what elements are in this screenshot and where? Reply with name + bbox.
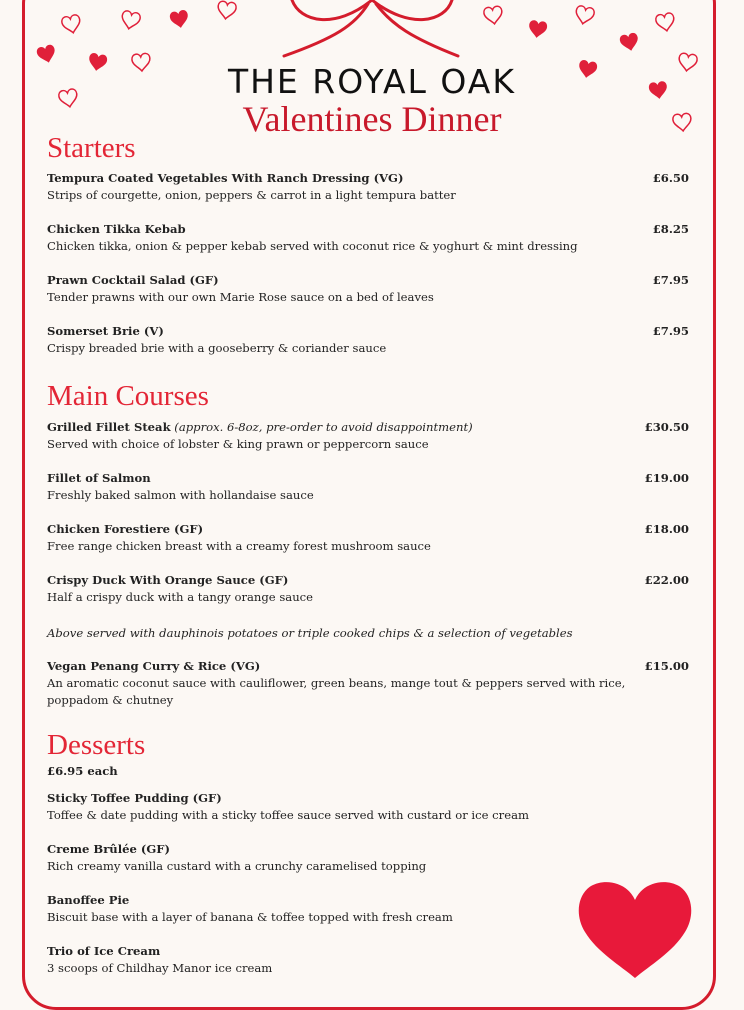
menu-item bbox=[47, 272, 689, 306]
item-price: £7.95 bbox=[652, 324, 689, 338]
item-note: (approx. 6-8oz, pre-order to avoid disappointment) bbox=[174, 420, 473, 434]
item-name: Crispy Duck With Orange Sauce (GF) bbox=[47, 573, 289, 587]
item-name: Vegan Penang Curry & Rice (VG) bbox=[47, 659, 261, 673]
item-name: Tempura Coated Vegetables With Ranch Dressing (VG) bbox=[47, 171, 404, 185]
menu-item bbox=[47, 841, 689, 875]
item-price: £6.50 bbox=[652, 171, 689, 185]
item-name: Trio of Ice Cream bbox=[47, 944, 161, 958]
item-price: £8.25 bbox=[652, 222, 689, 236]
item-price: £19.00 bbox=[644, 471, 689, 485]
dessert-price-note: £6.95 each bbox=[47, 764, 118, 778]
item-price: £30.50 bbox=[644, 420, 689, 434]
item-description: Free range chicken breast with a creamy forest mushroom sauce bbox=[47, 539, 431, 553]
ribbon-bow-icon bbox=[284, 0, 458, 56]
menu-item bbox=[47, 658, 689, 709]
item-name: Prawn Cocktail Salad (GF) bbox=[47, 273, 219, 287]
item-description: Biscuit base with a layer of banana & toffee topped with fresh cream bbox=[47, 910, 453, 924]
item-description: Tender prawns with our own Marie Rose sauce on a bed of leaves bbox=[47, 290, 434, 304]
menu-title: Valentines Dinner bbox=[242, 99, 502, 139]
item-description: Served with choice of lobster & king prawn or peppercorn sauce bbox=[47, 437, 429, 451]
menu-item bbox=[47, 521, 689, 555]
item-name: Creme Brûlée (GF) bbox=[47, 842, 171, 856]
item-price: £22.00 bbox=[644, 573, 689, 587]
item-description: Crispy breaded brie with a gooseberry & coriander sauce bbox=[47, 341, 387, 355]
item-price: £18.00 bbox=[644, 522, 689, 536]
item-name: Fillet of Salmon bbox=[47, 471, 151, 485]
menu-item bbox=[47, 572, 689, 606]
menu-item bbox=[47, 470, 689, 504]
item-price: £15.00 bbox=[644, 659, 689, 673]
item-name: Chicken Tikka Kebab bbox=[47, 222, 186, 236]
section-heading-main-courses: Main Courses bbox=[47, 380, 209, 412]
section-heading-desserts: Desserts bbox=[47, 729, 146, 761]
item-description: 3 scoops of Childhay Manor ice cream bbox=[47, 961, 273, 975]
item-description: Toffee & date pudding with a sticky toffee sauce served with custard or ice cream bbox=[47, 808, 529, 822]
item-description: Half a crispy duck with a tangy orange sauce bbox=[47, 590, 314, 604]
menu-item bbox=[47, 170, 689, 204]
item-description: Chicken tikka, onion & pepper kebab served with coconut rice & yoghurt & mint dressing bbox=[47, 239, 578, 253]
large-heart-icon bbox=[575, 878, 695, 980]
item-name: Somerset Brie (V) bbox=[47, 324, 164, 338]
item-name: Sticky Toffee Pudding (GF) bbox=[47, 791, 222, 805]
item-description: Rich creamy vanilla custard with a crunchy caramelised topping bbox=[47, 859, 427, 873]
restaurant-name: THE ROYAL OAK bbox=[227, 62, 517, 101]
menu-item bbox=[47, 419, 689, 453]
item-name: Grilled Fillet Steak bbox=[47, 420, 171, 434]
sides-note: Above served with dauphinois potatoes or triple cooked chips & a selection of vegetables bbox=[47, 626, 573, 640]
item-name: Chicken Forestiere (GF) bbox=[47, 522, 204, 536]
menu-item bbox=[47, 323, 689, 357]
item-name: Banoffee Pie bbox=[47, 893, 130, 907]
item-price: £7.95 bbox=[652, 273, 689, 287]
menu-item bbox=[47, 221, 689, 255]
item-description: Freshly baked salmon with hollandaise sauce bbox=[47, 488, 314, 502]
section-heading-starters: Starters bbox=[47, 132, 136, 164]
item-description: An aromatic coconut sauce with cauliflower, green beans, mange tout & peppers served with rice, poppadom & chutney bbox=[47, 676, 626, 707]
menu-item bbox=[47, 790, 689, 824]
item-description: Strips of courgette, onion, peppers & carrot in a light tempura batter bbox=[47, 188, 456, 202]
